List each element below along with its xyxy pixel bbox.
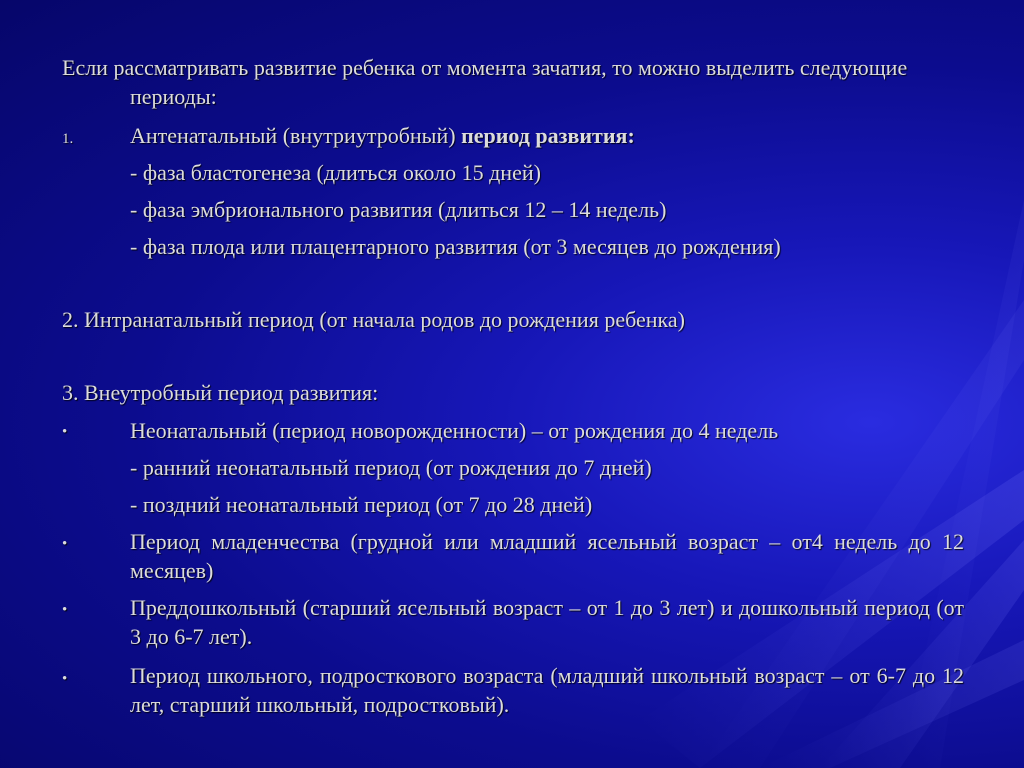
intranatal-paragraph: 2. Интранатальный период (от начала родов до рождения ребенка) xyxy=(62,307,685,332)
phase-item: - фаза плода или плацентарного развития (от 3 месяцев до рождения) xyxy=(130,234,781,259)
phase-item: - фаза бластогенеза (длиться около 15 дней) xyxy=(130,160,541,185)
neonatal-sub-item: - поздний неонатальный период (от 7 до 28 дней) xyxy=(130,492,593,517)
intro-text: Если рассматривать развитие ребенка от момента зачатия, то можно выделить следующие периоды: xyxy=(62,55,908,109)
intro-paragraph xyxy=(62,53,964,111)
neonatal-sub-item: - ранний неонатальный период (от рождения до 7 дней) xyxy=(130,455,652,480)
bullet: • xyxy=(62,671,68,687)
school-item: Период школьного, подросткового возраста (младший школьный возраст – от 6-7 до 12 лет, старший школьный, подростковый). xyxy=(130,663,964,717)
phase-item: - фаза эмбрионального развития (длиться 12 – 14 недель) xyxy=(130,197,667,222)
neonatal-item: Неонатальный (период новорожденности) – от рождения до 4 недель xyxy=(130,418,779,443)
antenatal-text: Антенатальный (внутриутробный) xyxy=(130,123,456,148)
bullet: • xyxy=(62,424,68,440)
bullet: • xyxy=(62,602,68,618)
antenatal-bold-text: период развития: xyxy=(461,123,635,148)
preschool-item: Преддошкольный (старший ясельный возраст – от 1 до 3 лет) и дошкольный период (от 3 до 6-7 лет). xyxy=(130,595,964,649)
bullet: • xyxy=(62,536,68,552)
antenatal-heading xyxy=(130,121,964,150)
postnatal-title: 3. Внеутробный период развития: xyxy=(62,380,379,405)
infancy-item: Период младенчества (грудной или младший ясельный возраст – от4 недель до 12 месяцев) xyxy=(130,529,964,583)
list-number-1: 1. xyxy=(62,131,74,147)
